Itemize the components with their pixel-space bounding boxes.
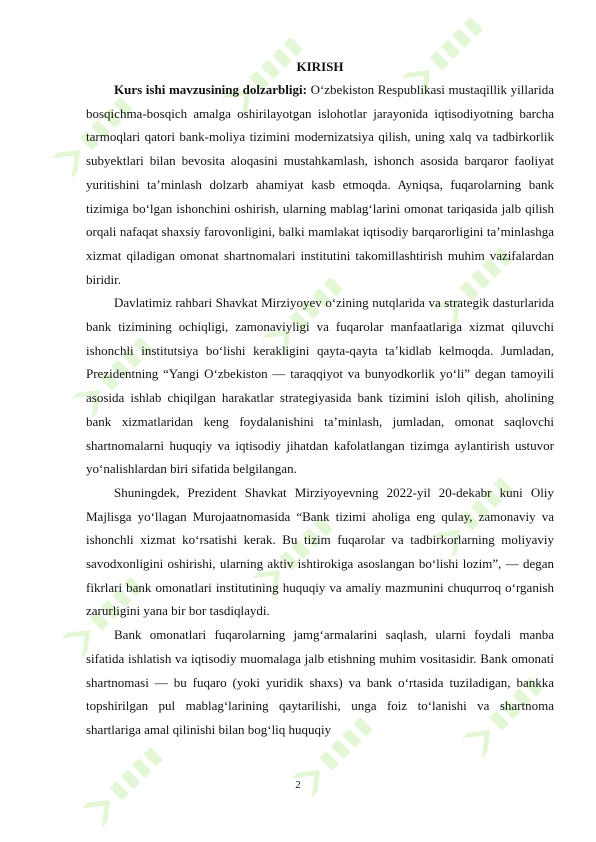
paragraph-1-lead: Kurs ishi mavzusining dolzarbligi: xyxy=(114,82,307,97)
page-number: 2 xyxy=(295,779,301,791)
paragraph-3 xyxy=(86,481,554,623)
document-page xyxy=(86,56,554,742)
page-title: KIRISH xyxy=(296,59,344,74)
paragraph-1-text: O‘zbekiston Respublikasi mustaqillik yillarida bosqichma-bosqich amalga oshirilayotgan islohotlar jarayonida iqtisodiyotning barcha tarmoqlari qatori bank-moliya tizimini modernizatsiya qilish, uning xalq va tadbirkorlik subyektlari bilan bevosita aloqasini mustahkamlash, ishonch asosida barqaror faoliyat yuritishini ta’minlash dolzarb ahamiyat kasb etmoqda. Ayniqsa, fuqarolarning bank tizimiga bo‘lgan ishonchini oshirish, ularning mablag‘larini omonat tariqasida jalb qilish orqali nafaqat shaxsiy farovonligini, balki mamlakat iqtisodiy barqarorligini ta’minlashga xizmat qiladigan omonat shartnomalari institutini takomillashtirish muhim vazifalardan biridir. xyxy=(86,82,554,287)
paragraph-4-text: Bank omonatlari fuqarolarning jamg‘armalarini saqlash, ularni foydali manba sifatida ishlatish va iqtisodiy muomalaga jalb etishning muhim vositasidir. Bank omonati shartnomasi — bu fuqaro (yoki yuridik shaxs) va bank o‘rtasida tuziladigan, bankka topshirilgan pul mablag‘larining qaytarilishi, unga foiz to‘lanishi va shartnoma shartlariga amal qilinishi bilan bog‘liq huquqiy xyxy=(86,627,554,737)
paragraph-3-text: Shuningdek, Prezident Shavkat Mirziyoyevning 2022-yil 20-dekabr kuni Oliy Majlisga yo‘llagan Murojaatnomasida “Bank tizimi aholiga eng qulay, zamonaviy va ishonchli xizmat ko‘rsatishi kerak. Bu tizim fuqarolar va tadbirkorlarning moliyaviy savodxonligini oshirishi, ularning aktiv ishtirokiga asoslangan bo‘lishi lozim”, — degan fikrlari bank omonatlari institutining huquqiy va amaliy mazmunini chuqurroq o‘rganish zarurligini yana bir bor tasdiqlaydi. xyxy=(86,484,554,619)
paragraph-4 xyxy=(86,623,554,742)
paragraph-1 xyxy=(86,78,554,291)
paragraph-2 xyxy=(86,291,554,481)
paragraph-2-text: Davlatimiz rahbari Shavkat Mirziyoyev o‘zining nutqlarida va strategik dasturlarida bank tizimining ochiqligi, zamonaviyligi va fuqarolar manfaatlariga xizmat qiluvchi ishonchli institutsiya bo‘lishi kerakligini qayta-qayta ta’kidlab kelmoqda. Jumladan, Prezidentning “Yangi O‘zbekiston — taraqqiyot va bunyodkorlik yo‘li” degan tamoyili asosida ishlab chiqilgan harakatlar strategiyasida bank tizimini isloh qilish, aholining bank xizmatlaridan keng foydalanishini ta’minlash, jumladan, omonat saqlovchi shartnomalarni huquqiy va iqtisodiy jihatdan kafolatlangan tizimga aylantirish ustuvor yo‘nalishlardan biri sifatida belgilangan. xyxy=(86,295,554,477)
